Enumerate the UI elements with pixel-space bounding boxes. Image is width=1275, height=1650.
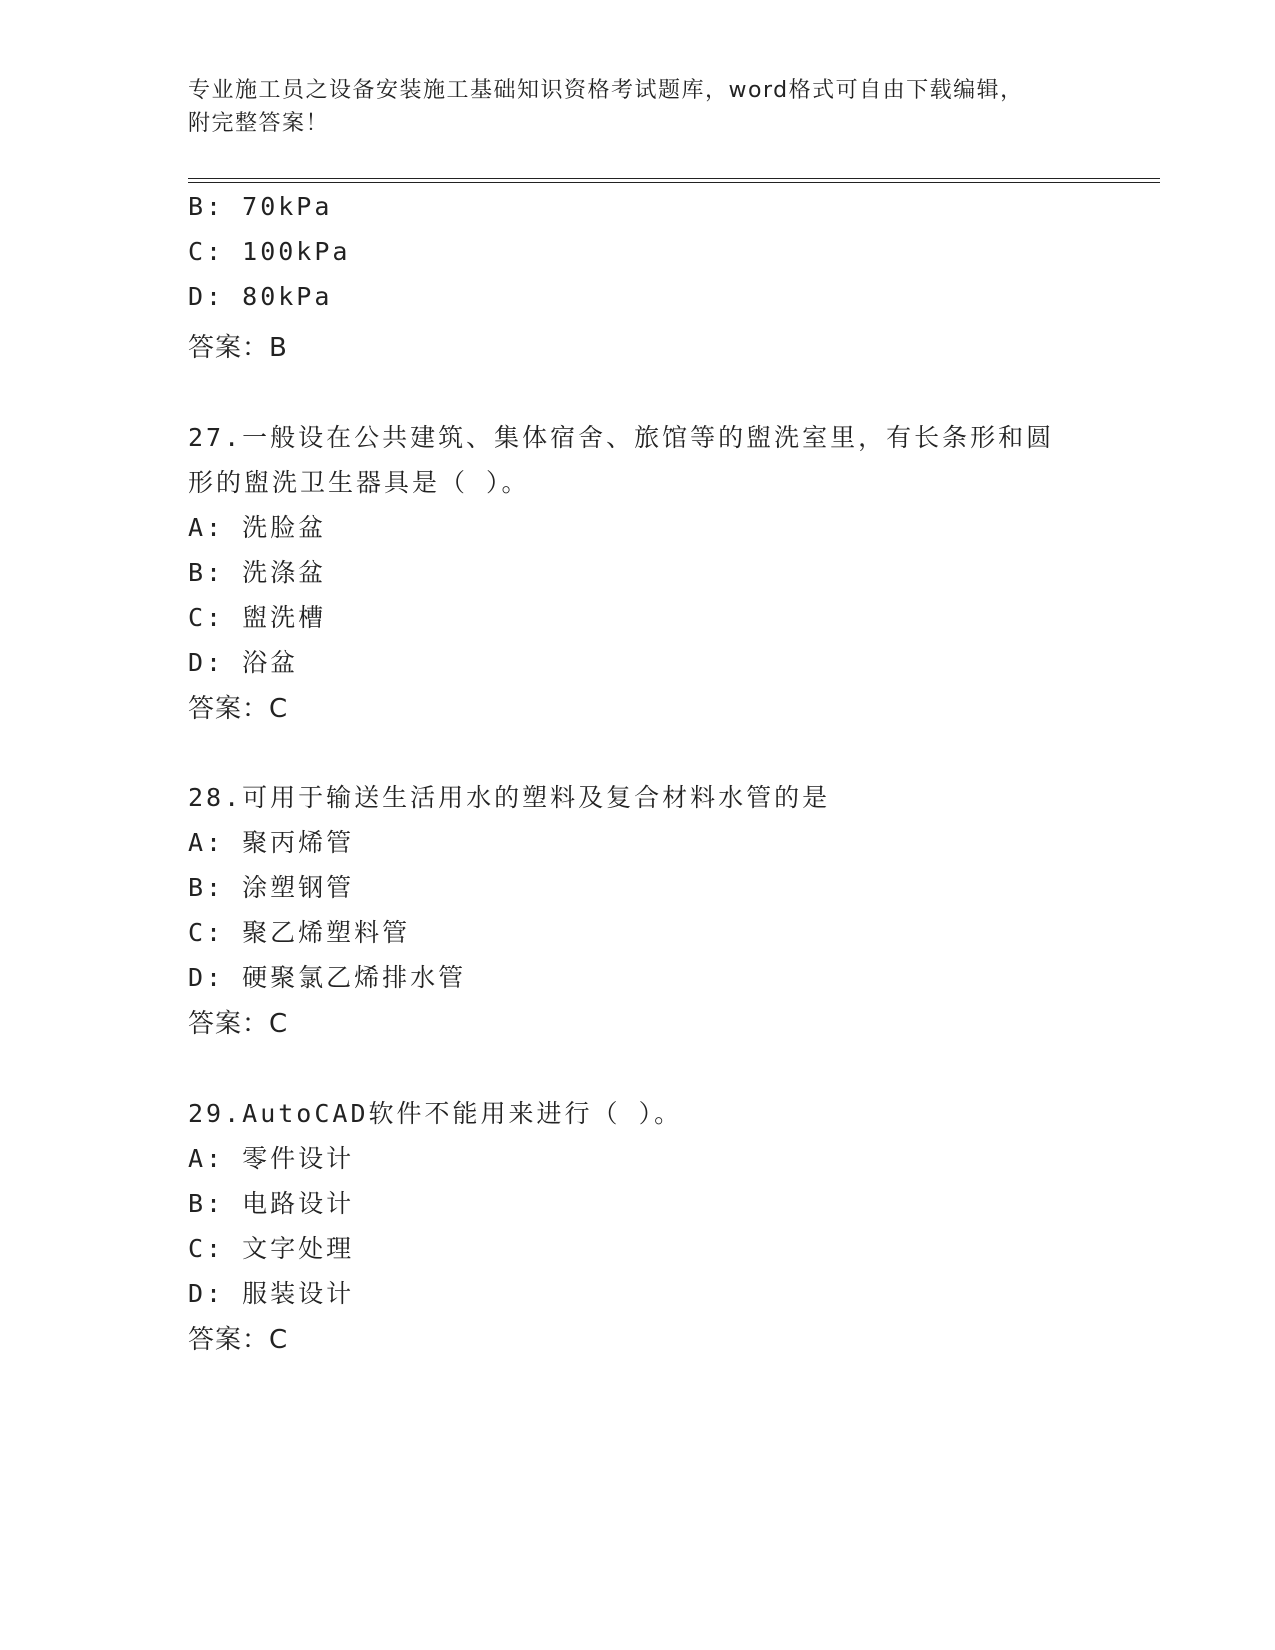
option-c: C: 聚乙烯塑料管 bbox=[188, 918, 411, 947]
header-rule-top bbox=[188, 178, 1160, 179]
header-rule-bottom bbox=[188, 182, 1160, 183]
option-c: C: 文字处理 bbox=[188, 1234, 355, 1263]
question-stem: 27.一般设在公共建筑、集体宿舍、旅馆等的盥洗室里，有长条形和圆 bbox=[188, 423, 1055, 452]
question-stem: 28.可用于输送生活用水的塑料及复合材料水管的是 bbox=[188, 783, 831, 812]
option-b: B: 涂塑钢管 bbox=[188, 873, 355, 902]
answer: 答案：C bbox=[188, 1009, 289, 1039]
answer: 答案：C bbox=[188, 694, 289, 724]
question-stem: 29.AutoCAD软件不能用来进行（ ）。 bbox=[188, 1099, 683, 1128]
option-d: D: 硬聚氯乙烯排水管 bbox=[188, 963, 467, 992]
option-c: C: 盥洗槽 bbox=[188, 603, 327, 632]
option-b: B: 电路设计 bbox=[188, 1189, 355, 1218]
option-a: A: 聚丙烯管 bbox=[188, 828, 355, 857]
answer: 答案：B bbox=[188, 333, 288, 363]
answer: 答案：C bbox=[188, 1325, 289, 1355]
header-line-2: 附完整答案！ bbox=[188, 111, 330, 136]
option-a: A: 洗脸盆 bbox=[188, 513, 327, 542]
question-stem-continued: 形的盥洗卫生器具是（ ）。 bbox=[188, 468, 530, 497]
option-c: C: 100kPa bbox=[188, 237, 351, 266]
option-d: D: 服装设计 bbox=[188, 1279, 355, 1308]
header-line-1: 专业施工员之设备安装施工基础知识资格考试题库，word格式可自由下载编辑， bbox=[188, 78, 1024, 103]
option-d: D: 80kPa bbox=[188, 282, 333, 311]
option-d: D: 浴盆 bbox=[188, 648, 299, 677]
option-a: A: 零件设计 bbox=[188, 1144, 355, 1173]
document-header bbox=[188, 74, 1088, 140]
option-b: B: 洗涤盆 bbox=[188, 558, 327, 587]
option-b: B: 70kPa bbox=[188, 192, 333, 221]
